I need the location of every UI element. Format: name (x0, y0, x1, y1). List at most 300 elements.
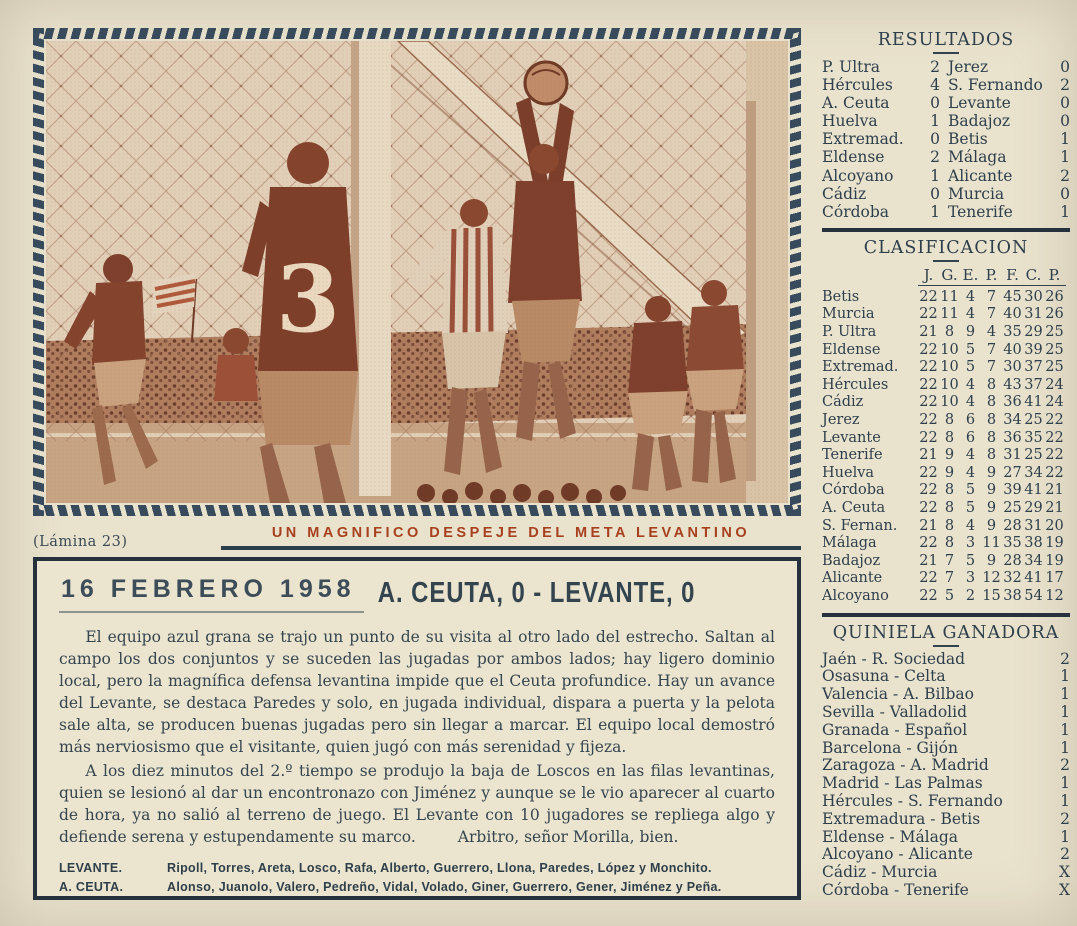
standings-team: Levante (822, 429, 881, 446)
goals-for: 45 (1003, 288, 1022, 305)
won: 8 (944, 517, 955, 534)
goals-for: 28 (1003, 552, 1022, 569)
standings-team: Extremad. (822, 359, 899, 376)
goals-against: 38 (1024, 535, 1043, 552)
standings-team: Betis (822, 288, 860, 305)
points: 26 (1045, 306, 1064, 323)
lost: 4 (986, 324, 997, 341)
played: 22 (919, 306, 938, 323)
standings-header-cell: C. (1025, 265, 1042, 284)
standings-row (822, 289, 1070, 307)
drawn: 4 (965, 464, 976, 481)
goals-for: 31 (1003, 447, 1022, 464)
played: 21 (919, 517, 938, 534)
lineups (59, 861, 775, 894)
goals-for: 34 (1003, 412, 1022, 428)
away-team: Tenerife (948, 202, 1013, 221)
goals-for: 28 (1003, 517, 1022, 534)
away-team: Alicante (948, 166, 1013, 185)
drawn: 4 (965, 447, 976, 464)
standings-team: Córdoba (822, 482, 885, 499)
away-score: 0 (1060, 112, 1070, 131)
quiniela-row (822, 829, 1070, 847)
standings-row (822, 430, 1070, 448)
points: 22 (1045, 429, 1064, 446)
away-team: Betis (948, 130, 988, 149)
played: 22 (919, 482, 938, 499)
drawn: 5 (965, 499, 976, 516)
home-score: 2 (930, 148, 940, 167)
standings-team: Badajoz (822, 552, 881, 569)
won: 8 (944, 499, 955, 516)
points: 24 (1045, 376, 1064, 393)
quiniela-row (822, 882, 1070, 900)
drawn: 6 (965, 429, 976, 446)
points: 17 (1045, 570, 1064, 587)
goals-against: 31 (1024, 517, 1043, 534)
quiniela-title: QUINIELA GANADORA (832, 622, 1060, 643)
resultados-title: RESULTADOS (877, 30, 1015, 50)
drawn: 2 (965, 587, 976, 604)
match-title: A. CEUTA, 0 - LEVANTE, 0 (377, 575, 695, 609)
points: 20 (1045, 517, 1064, 534)
played: 21 (919, 552, 938, 569)
played: 22 (919, 464, 938, 481)
quiniela-result: 1 (1060, 738, 1070, 757)
played: 22 (919, 587, 938, 604)
points: 21 (1045, 482, 1064, 499)
lost: 7 (986, 341, 997, 358)
quiniela-match: Madrid - Las Palmas (822, 774, 983, 793)
caption-row (33, 523, 801, 550)
quiniela-result: X (1058, 863, 1070, 882)
title-tick (933, 260, 959, 262)
section-resultados (822, 30, 1070, 221)
standings-team: S. Fernan. (822, 517, 898, 534)
drawn: 4 (965, 306, 976, 323)
played: 21 (919, 324, 938, 341)
home-score: 2 (930, 58, 940, 76)
quiniela-row (822, 722, 1070, 740)
home-team: Córdoba (822, 202, 890, 221)
standings-team: Alcoyano (822, 587, 889, 604)
lost: 8 (986, 412, 997, 428)
drawn: 3 (965, 570, 976, 587)
home-score: 1 (930, 166, 940, 185)
lineup-players: Ripoll, Torres, Areta, Losco, Rafa, Alberto, Guerrero, Llona, Paredes, López y Monchito. (167, 861, 712, 875)
goals-against: 25 (1024, 412, 1043, 428)
standings-header-cell: P. (1048, 265, 1061, 284)
home-team: Cádiz (822, 184, 867, 203)
lost: 9 (986, 482, 997, 499)
drawn: 5 (965, 552, 976, 569)
standings-row (822, 535, 1070, 553)
lost: 8 (986, 376, 997, 393)
goals-for: 30 (1003, 359, 1022, 376)
goals-for: 38 (1003, 587, 1022, 604)
away-team: Málaga (948, 148, 1007, 167)
photo-caption: UN MAGNIFICO DESPEJE DEL META LEVANTINO (271, 525, 751, 541)
standings-team: A. Ceuta (822, 499, 886, 516)
standings-team: Málaga (822, 535, 877, 552)
goals-for: 36 (1003, 394, 1022, 411)
standings-team: Murcia (822, 306, 875, 323)
won: 10 (940, 341, 959, 358)
standings-row (822, 324, 1070, 342)
frame-border-top (33, 28, 801, 39)
lineup-row (59, 861, 775, 875)
standings-rows (822, 289, 1070, 606)
report-header (59, 575, 775, 613)
goals-against: 34 (1024, 552, 1043, 569)
quiniela-row (822, 775, 1070, 793)
away-score: 0 (1060, 58, 1070, 76)
quiniela-match: Granada - Español (822, 720, 968, 739)
won: 8 (944, 535, 955, 552)
goals-for: 36 (1003, 429, 1022, 446)
standings-row (822, 500, 1070, 518)
standings-header-cell: E. (962, 265, 979, 284)
standings-row (822, 412, 1070, 430)
won: 9 (944, 464, 955, 481)
points: 21 (1045, 499, 1064, 516)
lost: 8 (986, 429, 997, 446)
match-report-box (33, 557, 801, 900)
home-team: Huelva (822, 112, 878, 131)
section-quiniela (822, 623, 1070, 900)
points: 22 (1045, 412, 1064, 428)
won: 11 (940, 306, 959, 323)
standings-row (822, 482, 1070, 500)
goals-against: 39 (1024, 341, 1043, 358)
result-row (822, 203, 1070, 221)
home-team: Hércules (822, 76, 893, 95)
goals-for: 32 (1003, 570, 1022, 587)
lost: 7 (986, 306, 997, 323)
points: 19 (1045, 552, 1064, 569)
quiniela-result: 2 (1060, 756, 1070, 775)
home-team: Extremad. (822, 130, 904, 149)
standings-team: Cádiz (822, 394, 864, 411)
drawn: 4 (965, 288, 976, 305)
standings-header-cell: P. (985, 265, 998, 284)
frame-border-right (790, 28, 801, 516)
goals-for: 35 (1003, 324, 1022, 341)
quiniela-match: Hércules - S. Fernando (822, 791, 1003, 810)
frame-border-bottom (33, 505, 801, 516)
played: 22 (919, 376, 938, 393)
goals-against: 34 (1024, 464, 1043, 481)
drawn: 5 (965, 341, 976, 358)
quiniela-row (822, 793, 1070, 811)
result-row (822, 130, 1070, 148)
standings-row (822, 377, 1070, 395)
lost: 12 (982, 570, 1001, 587)
lost: 8 (986, 447, 997, 464)
main-column (33, 28, 801, 900)
standings-team: Hércules (822, 376, 889, 393)
quiniela-row (822, 651, 1070, 669)
standings-row (822, 342, 1070, 360)
home-score: 4 (930, 76, 940, 95)
away-score: 1 (1060, 130, 1070, 149)
lost: 7 (986, 288, 997, 305)
won: 8 (944, 482, 955, 499)
title-tick (933, 52, 959, 54)
quiniela-match: Córdoba - Tenerife (822, 880, 969, 899)
quiniela-result: 1 (1060, 667, 1070, 686)
quiniela-result: 2 (1060, 845, 1070, 864)
standings-row (822, 465, 1070, 483)
home-score: 0 (930, 184, 940, 203)
drawn: 3 (965, 535, 976, 552)
won: 11 (940, 288, 959, 305)
frame-border-left (33, 28, 44, 516)
standings-header (918, 266, 1066, 286)
quiniela-result: 2 (1060, 649, 1070, 668)
quiniela-row (822, 864, 1070, 882)
quiniela-match: Valencia - A. Bilbao (822, 685, 974, 704)
goals-for: 40 (1003, 341, 1022, 358)
caption-underline (221, 522, 801, 550)
quiniela-match: Barcelona - Gijón (822, 738, 958, 757)
section-divider (822, 228, 1070, 232)
drawn: 5 (965, 482, 976, 499)
standings-team: Huelva (822, 464, 875, 481)
lost: 7 (986, 359, 997, 376)
drawn: 4 (965, 394, 976, 411)
played: 22 (919, 359, 938, 376)
away-score: 1 (1060, 202, 1070, 221)
away-team: S. Fernando (948, 76, 1043, 95)
won: 7 (944, 570, 955, 587)
match-date: 16 FEBRERO 1958 (59, 575, 364, 613)
result-row (822, 94, 1070, 112)
standings-header-cell: F. (1006, 265, 1019, 284)
goals-against: 41 (1024, 394, 1043, 411)
lamina-label: (Lámina 23) (33, 534, 128, 550)
quiniela-row (822, 811, 1070, 829)
points: 12 (1045, 587, 1064, 604)
goals-against: 29 (1024, 324, 1043, 341)
title-tick (933, 645, 959, 647)
lost: 15 (982, 587, 1001, 604)
home-score: 0 (930, 94, 940, 113)
home-score: 1 (930, 202, 940, 221)
standings-row (822, 553, 1070, 571)
points: 26 (1045, 288, 1064, 305)
points: 24 (1045, 394, 1064, 411)
quiniela-row (822, 757, 1070, 775)
quiniela-row (822, 686, 1070, 704)
lineup-team: LEVANTE. (59, 861, 123, 875)
result-row (822, 148, 1070, 166)
quiniela-match: Jaén - R. Sociedad (822, 649, 966, 668)
away-team: Badajoz (948, 112, 1011, 131)
goals-against: 29 (1024, 499, 1043, 516)
away-score: 1 (1060, 148, 1070, 167)
played: 22 (919, 412, 938, 428)
drawn: 9 (965, 324, 976, 341)
goals-for: 43 (1003, 376, 1022, 393)
played: 22 (919, 429, 938, 446)
standings-row (822, 518, 1070, 536)
result-row (822, 167, 1070, 185)
standings-team: Eldense (822, 341, 881, 358)
quiniela-match: Osasuna - Celta (822, 667, 946, 686)
drawn: 6 (965, 412, 976, 428)
played: 21 (919, 447, 938, 464)
lost: 9 (986, 464, 997, 481)
quiniela-match: Cádiz - Murcia (822, 863, 938, 882)
away-score: 0 (1060, 184, 1070, 203)
goals-for: 27 (1003, 464, 1022, 481)
quiniela-match: Zaragoza - A. Madrid (822, 756, 989, 775)
played: 22 (919, 341, 938, 358)
match-photo-illustration (46, 41, 788, 503)
points: 19 (1045, 535, 1064, 552)
away-team: Levante (948, 94, 1011, 113)
away-score: 0 (1060, 94, 1070, 113)
lineup-row (59, 880, 775, 894)
points: 25 (1045, 324, 1064, 341)
section-clasificacion (822, 238, 1070, 606)
quiniela-match: Extremadura - Betis (822, 809, 981, 828)
goals-against: 25 (1024, 447, 1043, 464)
match-photo-frame (33, 28, 801, 516)
goals-against: 31 (1024, 306, 1043, 323)
won: 8 (944, 429, 955, 446)
away-score: 2 (1060, 76, 1070, 95)
goals-against: 54 (1024, 587, 1043, 604)
standings-row (822, 359, 1070, 377)
quiniela-match: Alcoyano - Alicante (822, 845, 973, 864)
home-team: A. Ceuta (822, 94, 890, 113)
won: 10 (940, 376, 959, 393)
lineup-team: A. CEUTA. (59, 880, 124, 894)
won: 5 (944, 587, 955, 604)
standings-team: Jerez (822, 412, 860, 428)
points: 22 (1045, 464, 1064, 481)
result-row (822, 58, 1070, 76)
standings-row (822, 394, 1070, 412)
lost: 8 (986, 394, 997, 411)
stats-sidebar (822, 30, 1070, 900)
drawn: 4 (965, 517, 976, 534)
resultados-rows (822, 58, 1070, 221)
referee-note: Arbitro, señor Morilla, bien. (457, 828, 679, 846)
clasificacion-title: CLASIFICACION (863, 237, 1029, 258)
played: 22 (919, 535, 938, 552)
home-score: 0 (930, 130, 940, 149)
result-row (822, 112, 1070, 130)
goals-for: 39 (1003, 482, 1022, 499)
quiniela-result: 1 (1060, 702, 1070, 721)
goals-against: 41 (1024, 570, 1043, 587)
won: 9 (944, 447, 955, 464)
standings-header-cell: G. (941, 265, 958, 284)
quiniela-rows (822, 651, 1070, 900)
home-score: 1 (930, 112, 940, 131)
quiniela-row (822, 668, 1070, 686)
won: 10 (940, 394, 959, 411)
standings-row (822, 306, 1070, 324)
match-photo (46, 41, 788, 503)
report-paragraph-1: El equipo azul grana se trajo un punto de su visita al otro lado del estrecho. Saltan al campo los dos conjuntos y se suceden las jugadas por ambos lados; hay ligero dominio local, pero la magnífica defensa levantina impide que el Ceuta profundice. Hay un avance del Levante, se destaca Paredes y solo, en jugada individual, dispara a puerta y la pelota sale alta, se producen buenas jugadas pero sin llegar a marcar. El equipo local demostró más nerviosismo que el visitante, quien jugó con más serenidad y fijeza. (59, 628, 775, 756)
goals-for: 35 (1003, 535, 1022, 552)
quiniela-result: 1 (1060, 720, 1070, 739)
standings-team: Tenerife (822, 447, 883, 464)
standings-team: Alicante (822, 570, 883, 587)
standings-header-cell: J. (923, 265, 934, 284)
home-team: P. Ultra (822, 58, 881, 76)
standings-team: P. Ultra (822, 324, 877, 341)
away-score: 2 (1060, 166, 1070, 185)
points: 25 (1045, 359, 1064, 376)
lost: 9 (986, 517, 997, 534)
lineup-players: Alonso, Juanolo, Valero, Pedreño, Vidal, Volado, Giner, Guerrero, Gener, Jiménez y Peña. (167, 880, 722, 894)
away-team: Murcia (948, 184, 1005, 203)
drawn: 5 (965, 359, 976, 376)
result-row (822, 76, 1070, 94)
goals-against: 41 (1024, 482, 1043, 499)
report-body (59, 626, 775, 848)
section-divider (822, 613, 1070, 617)
standings-row (822, 447, 1070, 465)
home-team: Eldense (822, 148, 885, 167)
played: 22 (919, 394, 938, 411)
standings-row (822, 588, 1070, 606)
quiniela-result: 1 (1060, 685, 1070, 704)
goals-against: 37 (1024, 376, 1043, 393)
quiniela-result: 1 (1060, 774, 1070, 793)
quiniela-result: 1 (1060, 791, 1070, 810)
quiniela-match: Eldense - Málaga (822, 827, 959, 846)
won: 7 (944, 552, 955, 569)
drawn: 4 (965, 376, 976, 393)
goals-against: 35 (1024, 429, 1043, 446)
quiniela-row (822, 846, 1070, 864)
played: 22 (919, 288, 938, 305)
quiniela-row (822, 704, 1070, 722)
won: 8 (944, 324, 955, 341)
report-paragraph-2: A los diez minutos del 2.º tiempo se produjo la baja de Loscos en las filas levantinas, quien se lesionó al dar un encontronazo con Jiménez y aunque se le vio aparecer al cuarto de hora, ya no salió al terreno de juego. El Levante con 10 jugadores se repliega algo y defiende serena y estupendamente su marco. Arbitro, señor Morilla, bien. (59, 762, 775, 846)
goals-against: 30 (1024, 288, 1043, 305)
result-row (822, 185, 1070, 203)
won: 8 (944, 412, 955, 428)
halftone-overlay (46, 41, 788, 503)
quiniela-match: Sevilla - Valladolid (822, 702, 968, 721)
goals-for: 40 (1003, 306, 1022, 323)
played: 22 (919, 499, 938, 516)
goals-against: 37 (1024, 359, 1043, 376)
home-team: Alcoyano (822, 166, 894, 185)
points: 25 (1045, 341, 1064, 358)
quiniela-result: 1 (1060, 827, 1070, 846)
won: 10 (940, 359, 959, 376)
away-team: Jerez (948, 58, 989, 76)
lost: 11 (982, 535, 1001, 552)
lost: 9 (986, 499, 997, 516)
quiniela-result: X (1058, 880, 1070, 899)
points: 22 (1045, 447, 1064, 464)
played: 22 (919, 570, 938, 587)
goals-for: 25 (1003, 499, 1022, 516)
quiniela-row (822, 740, 1070, 758)
standings-row (822, 570, 1070, 588)
quiniela-result: 2 (1060, 809, 1070, 828)
lost: 9 (986, 552, 997, 569)
